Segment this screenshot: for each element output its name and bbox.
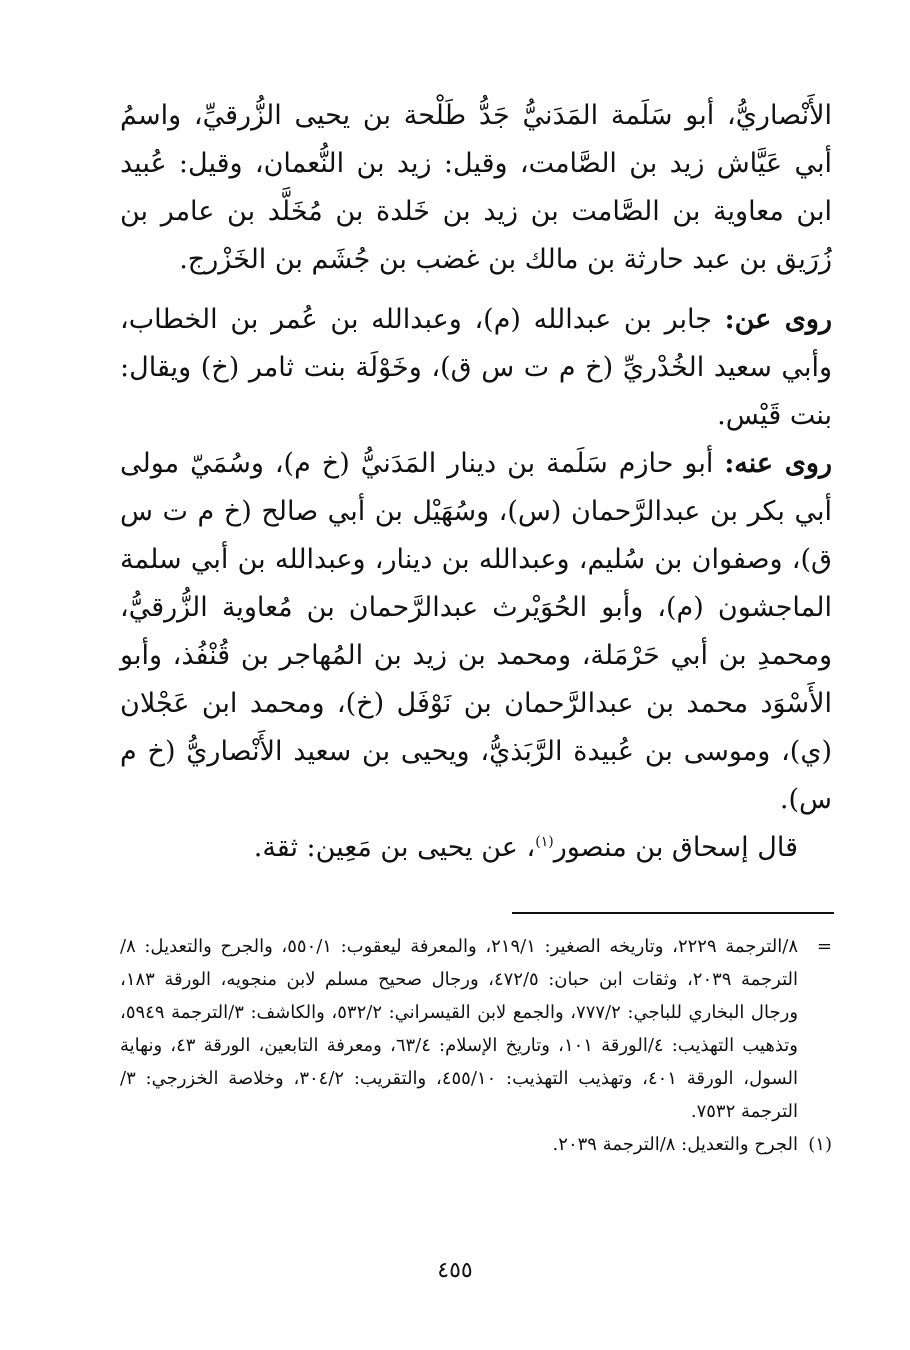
narrated-by-label: روى عنه: [724, 448, 833, 479]
main-text [120, 92, 832, 872]
footnote-separator [512, 912, 834, 914]
page-number: ٤٥٥ [437, 1258, 473, 1283]
footnote-1-text: الجرح والتعديل: ٨/الترجمة ٢٠٣٩. [552, 1134, 798, 1155]
narrated-by-text: أبو حازم سَلَمة بن دينار المَدَنيُّ (خ م)، وسُمَيّ مولى أبي بكر بن عبدالرَّحمان (س)، وسُهَيْل بن أبي صالح (خ م ت س ق)، وصفوان بن سُليم، وعبدالله بن دينار، وعبدالله بن أبي سلمة الماجشون (م)، وأبو الحُوَيْرث عبدالرَّحمان بن مُعاوية الزُّرقيُّ، ومحمدِ بن أبي حَرْمَلة، ومحمد بن زيد بن المُهاجر بن قُنْفُذ، وأبو الأَسْوَد محمد بن عبدالرَّحمان بن نَوْفَل (خ)، ومحمد ابن عَجْلان (ي)، وموسى بن عُبيدة الرَّبَذيُّ، ويحيى بن سعيد الأَنْصاريُّ (خ م س). [120, 448, 832, 815]
biography-opening: الأَنْصاريُّ، أبو سَلَمة المَدَنيُّ جَدُّ طَلْحة بن يحيى الزُّرقيِّ، واسمُ أبي عَيَّاش زيد بن الصَّامت، وقيل: زيد بن النُّعمان، وقيل: عُبيد ابن معاوية بن الصَّامت بن زيد بن خَلدة بن مُخَلَّد بن عامر بن زُرَيق بن عبد حارثة بن مالك بن غضب بن جُشَم بن الخَزْرج. [120, 100, 832, 275]
quote-after: ، عن يحيى بن مَعِين: ثقة. [253, 832, 536, 863]
narrated-from-paragraph [120, 296, 832, 440]
narrated-from-label: روى عن: [724, 304, 832, 335]
narrated-by-paragraph [120, 440, 832, 824]
footnote-1-marker: (١) [808, 1134, 832, 1155]
quote-paragraph [120, 824, 832, 872]
footnote-1 [120, 1128, 832, 1161]
continuation-text: ٨/الترجمة ٢٢٢٩، وتاريخه الصغير: ٢١٩/١، والمعرفة ليعقوب: ٥٥٠/١، والجرح والتعديل: ٨/الترجمة ٢٠٣٩، وثقات ابن حبان: ٤٧٢/٥، ورجال صحيح مسلم لابن منجويه، الورقة ١٨٣، ورجال البخاري للباجي: ٧٧٧/٢، والجمع لابن القيسراني: ٥٣٢/٢، والكاشف: ٣/الترجمة ٥٩٤٩، وتذهيب التهذيب: ٤/الورقة ١٠١، وتاريخ الإسلام: ٦٣/٤، ومعرفة التابعين، الورقة ٤٣، ونهاية السول، الورقة ٤٠١، وتهذيب التهذيب: ٤٥٥/١٠، والتقريب: ٣٠٤/٢، وخلاصة الخزرجي: ٣/الترجمة ٧٥٣٢. [120, 936, 799, 1122]
footnote-reference: (١) [535, 834, 554, 850]
narrated-from-text: جابر بن عبدالله (م)، وعبدالله بن عُمر بن الخطاب، وأبي سعيد الخُدْريِّ (خ م ت س ق)، وخَوْلَة بنت ثامر (خ) ويقال: بنت قَيْس. [120, 304, 832, 431]
footnotes [120, 930, 832, 1161]
continuation-marker: = [816, 936, 832, 957]
footnote-continuation [120, 930, 832, 1128]
quote-before: قال إسحاق بن منصور [553, 832, 798, 863]
